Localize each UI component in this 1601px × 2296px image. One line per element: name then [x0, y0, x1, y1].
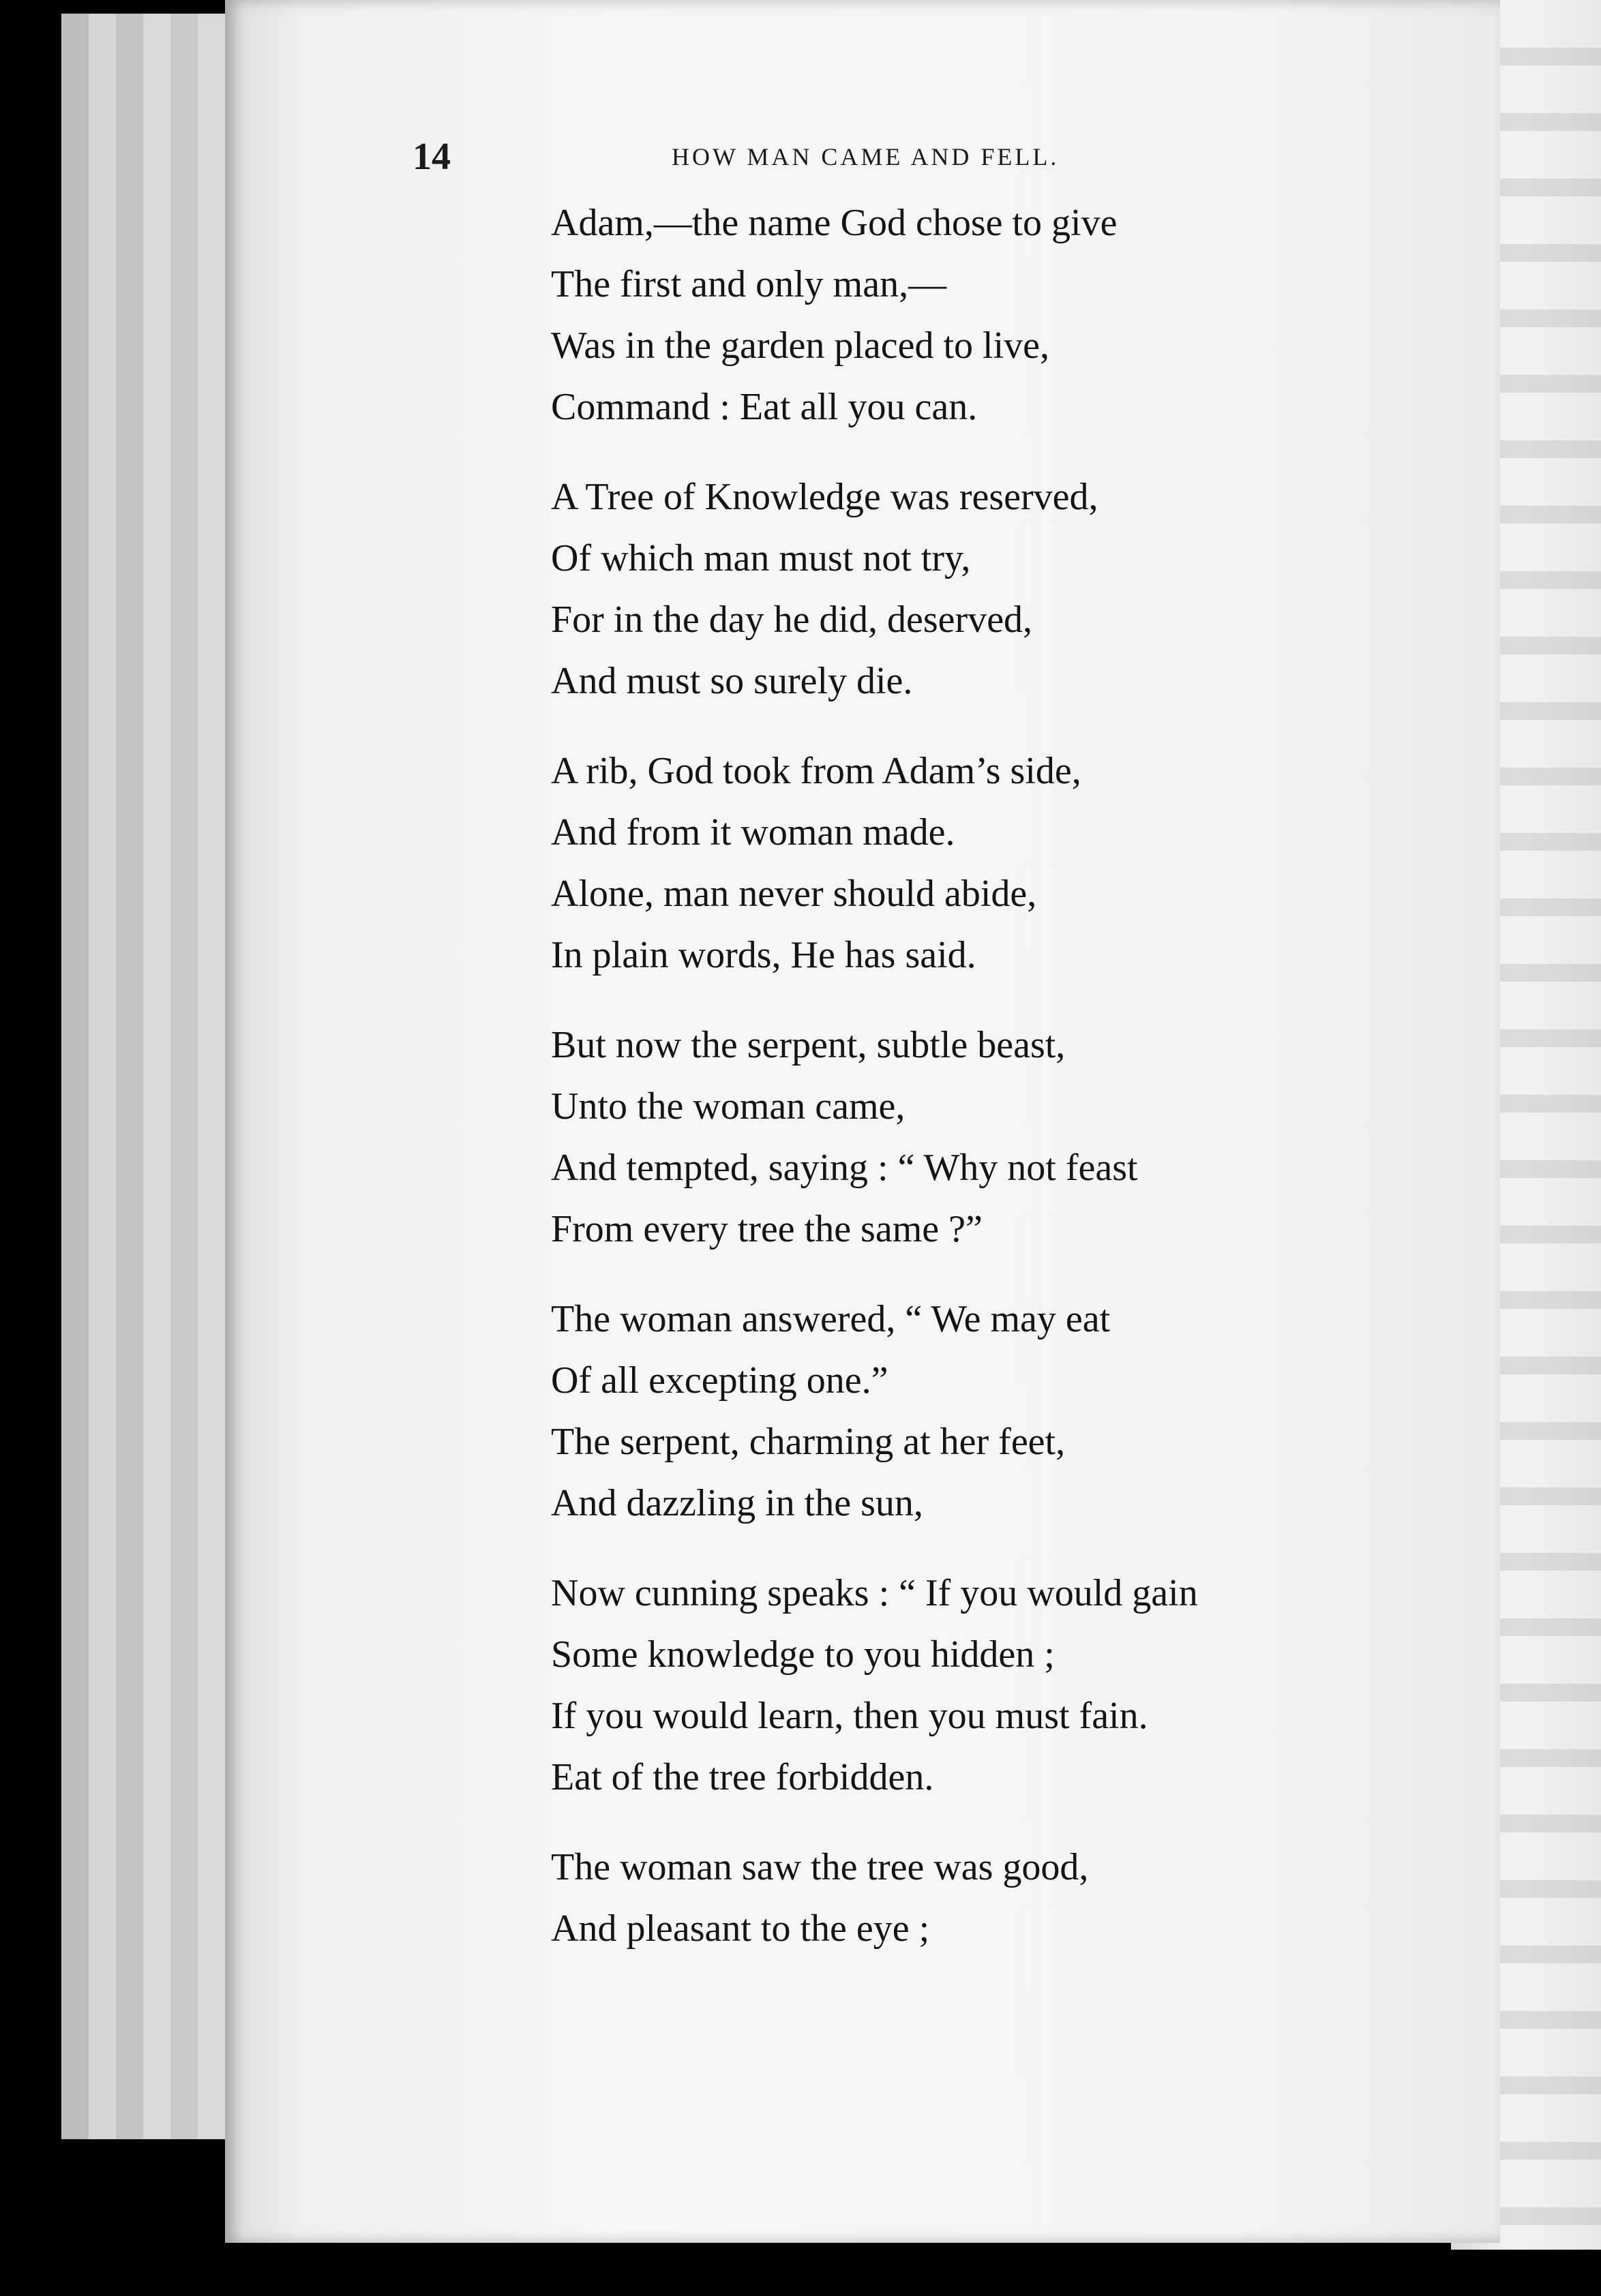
poem-line: A rib, God took from Adam’s side, [551, 750, 1081, 792]
poem-line: From every tree the same ?” [551, 1208, 983, 1250]
poem-line: And from it woman made. [551, 811, 955, 854]
poem-line: Command : Eat all you can. [551, 386, 978, 428]
poem-line: The woman saw the tree was good, [551, 1846, 1089, 1888]
poem-line: Alone, man never should abide, [551, 873, 1037, 915]
stanza [551, 1014, 1471, 1260]
poem-line: And pleasant to the eye ; [551, 1907, 930, 1950]
book-page [225, 0, 1500, 2243]
stanza [551, 1562, 1471, 1808]
poem-line: If you would learn, then you must fain. [551, 1695, 1148, 1737]
poem-line: The serpent, charming at her feet, [551, 1421, 1066, 1463]
poem-line: The woman answered, “ We may eat [551, 1298, 1111, 1340]
poem-line: A Tree of Knowledge was reserved, [551, 476, 1098, 518]
poem-body [551, 192, 1471, 1988]
poem-line: Of all excepting one.” [551, 1359, 888, 1402]
poem-line: But now the serpent, subtle beast, [551, 1024, 1066, 1066]
running-head: HOW MAN CAME AND FELL. [672, 143, 1060, 170]
page-header [413, 130, 1401, 184]
stanza [551, 1288, 1471, 1534]
stanza [551, 1837, 1471, 1959]
page-number: 14 [413, 136, 451, 178]
stanza [551, 466, 1471, 712]
poem-line: Adam,—the name God chose to give [551, 202, 1118, 244]
poem-line: Of which man must not try, [551, 537, 971, 579]
poem-line: Some knowledge to you hidden ; [551, 1633, 1055, 1676]
poem-line: For in the day he did, deserved, [551, 599, 1033, 641]
poem-line: Unto the woman came, [551, 1085, 906, 1128]
poem-line: And must so surely die. [551, 660, 913, 702]
poem-line: The first and only man,— [551, 263, 947, 305]
poem-line: Now cunning speaks : “ If you would gain [551, 1572, 1198, 1614]
stanza [551, 192, 1471, 438]
poem-line: And tempted, saying : “ Why not feast [551, 1147, 1138, 1189]
poem-line: In plain words, He has said. [551, 934, 976, 976]
poem-line: Eat of the tree forbidden. [551, 1756, 934, 1798]
stanza [551, 740, 1471, 986]
poem-line: And dazzling in the sun, [551, 1482, 923, 1524]
poem-line: Was in the garden placed to live, [551, 324, 1050, 367]
